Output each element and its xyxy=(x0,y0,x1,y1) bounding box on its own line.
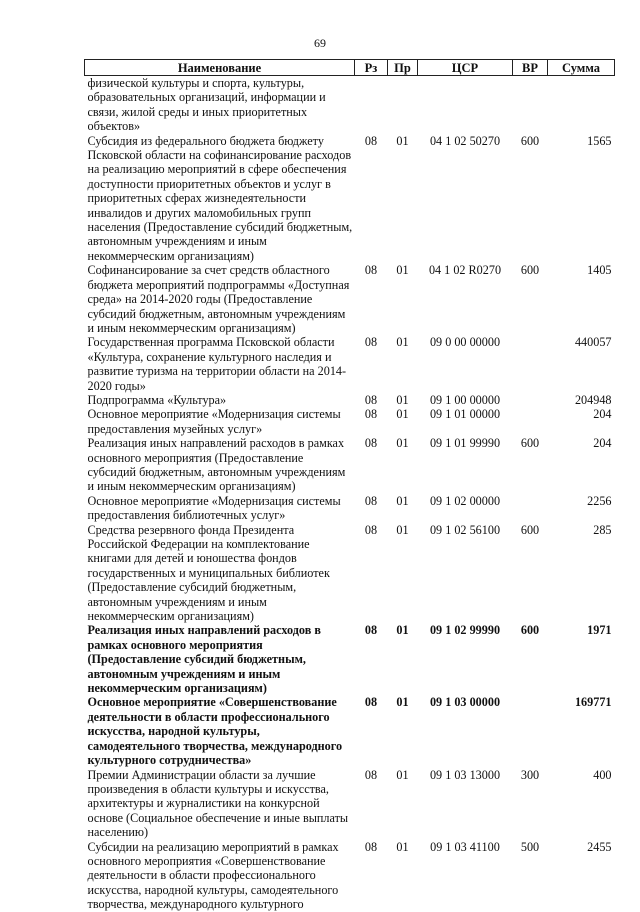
cell-vr xyxy=(513,407,548,436)
cell-vr: 600 xyxy=(520,522,540,537)
cell-vr xyxy=(513,393,548,407)
cell-rz: 08 xyxy=(364,436,378,451)
table-row xyxy=(85,393,615,407)
cell-rz: 08 xyxy=(364,839,378,854)
cell-name: Основное мероприятие «Модернизация системы предоставления библиотечных услуг» xyxy=(87,493,341,523)
cell-vr: 300 xyxy=(520,767,540,782)
cell-vr: 600 xyxy=(520,263,540,278)
cell-sum: 285 xyxy=(593,522,612,537)
cell-pr xyxy=(388,76,418,134)
cell-rz: 08 xyxy=(364,522,378,537)
table-row xyxy=(85,407,615,436)
cell-pr: 01 xyxy=(396,839,409,854)
cell-sum: 1405 xyxy=(587,263,612,278)
table-row xyxy=(85,134,615,264)
cell-csr: 04 1 02 50270 xyxy=(429,133,501,148)
cell-rz: 08 xyxy=(364,335,378,350)
cell-rz: 08 xyxy=(364,623,378,638)
cell-vr xyxy=(513,494,548,523)
table-body xyxy=(85,76,615,912)
cell-sum: 204 xyxy=(593,407,612,422)
header-vr: ВР xyxy=(513,60,548,76)
table-row xyxy=(85,436,615,494)
cell-rz xyxy=(355,76,388,134)
cell-csr: 09 1 03 13000 xyxy=(429,767,501,782)
cell-name: физической культуры и спорта, культуры, образовательных организаций, информации и связи, жилой среды и иных приоритетных объектов» xyxy=(87,76,326,134)
header-name: Наименование xyxy=(85,60,355,76)
page-number: 69 xyxy=(314,36,326,50)
cell-csr: 04 1 02 R0270 xyxy=(428,263,502,278)
cell-csr: 09 1 01 99990 xyxy=(429,436,501,451)
table-row xyxy=(85,523,615,624)
cell-vr xyxy=(513,76,548,134)
cell-rz: 08 xyxy=(364,407,378,422)
cell-csr: 09 1 03 00000 xyxy=(429,695,501,710)
table-row xyxy=(85,263,615,335)
cell-name: Подпрограмма «Культура» xyxy=(87,392,227,407)
table-row xyxy=(85,840,615,912)
cell-name: Средства резервного фонда Президента Российской Федерации на комплектование книгами для детей и юношества фондов государственных и муниципальных библиотек (Предоставление субсидий бюджетным, автономным учреждениям и иным некоммерческим организациям) xyxy=(87,522,330,624)
table-header-row xyxy=(85,60,615,76)
cell-pr: 01 xyxy=(396,767,409,782)
cell-vr: 600 xyxy=(520,133,540,148)
cell-vr: 500 xyxy=(520,839,540,854)
cell-pr: 01 xyxy=(396,335,409,350)
cell-name: Основное мероприятие «Модернизация системы предоставления музейных услуг» xyxy=(87,407,341,436)
cell-sum: 440057 xyxy=(574,335,612,350)
cell-sum: 1971 xyxy=(587,623,612,638)
cell-rz: 08 xyxy=(364,263,378,278)
cell-name: Государственная программа Псковской области «Культура, сохранение культурного наследия и развитие туризма на территории области на 2014-2020 годы» xyxy=(87,335,347,393)
cell-rz: 08 xyxy=(364,133,378,148)
cell-name: Премии Администрации области за лучшие произведения в области культуры и искусства, архитектуры и журналистики на конкурсной основе (Социальное обеспечение и иные выплаты населению) xyxy=(87,767,349,840)
cell-vr xyxy=(513,335,548,393)
cell-vr: 600 xyxy=(520,623,540,638)
cell-sum: 2256 xyxy=(587,493,612,508)
table-row xyxy=(85,623,615,695)
cell-sum xyxy=(548,76,615,134)
cell-sum: 2455 xyxy=(587,839,612,854)
header-sum: Сумма xyxy=(548,60,615,76)
cell-pr: 01 xyxy=(396,407,409,422)
table-row xyxy=(85,695,615,767)
cell-name: Реализация иных направлений расходов в рамках основного мероприятия (Предоставление субсидий бюджетным, автономным учреждениям и иным некоммерческим организациям) xyxy=(87,623,321,696)
cell-sum: 204 xyxy=(593,436,612,451)
cell-csr: 09 1 01 00000 xyxy=(429,407,501,422)
cell-sum: 400 xyxy=(593,767,612,782)
cell-csr: 09 1 02 99990 xyxy=(429,623,501,638)
header-rz: Рз xyxy=(355,60,388,76)
table-row xyxy=(85,494,615,523)
cell-name: Субсидии на реализацию мероприятий в рамках основного мероприятия «Совершенствование деятельности в области профессионального искусства, народной культуры, самодеятельного творчества, международного культурного xyxy=(87,839,339,912)
cell-csr xyxy=(418,76,513,134)
cell-name: Субсидия из федерального бюджета бюджету Псковской области на софинансирование расходов на реализацию мероприятий в сфере обеспечения доступности приоритетных объектов и услуг в приоритетных сферах жизнедеятельности инвалидов и других маломобильных групп населения (Предоставление субсидий бюджетным, автономным учреждениям и иным некоммерческим организациям) xyxy=(87,133,353,263)
cell-name: Реализация иных направлений расходов в рамках основного мероприятия (Предоставление субсидий бюджетным, автономным учреждениям и иным некоммерческим организациям) xyxy=(87,436,346,494)
cell-pr: 01 xyxy=(396,263,409,278)
table-row xyxy=(85,76,615,134)
table-row xyxy=(85,335,615,393)
cell-pr: 01 xyxy=(396,493,409,508)
cell-rz: 08 xyxy=(364,767,378,782)
cell-pr: 01 xyxy=(396,133,409,148)
cell-rz: 08 xyxy=(364,392,378,407)
cell-sum: 1565 xyxy=(587,133,612,148)
table-row xyxy=(85,768,615,840)
header-csr: ЦСР xyxy=(418,60,513,76)
cell-rz: 08 xyxy=(364,493,378,508)
cell-vr: 600 xyxy=(520,436,540,451)
cell-csr: 09 0 00 00000 xyxy=(429,335,501,350)
cell-name: Софинансирование за счет средств областного бюджета мероприятий подпрограммы «Доступная среда» на 2014-2020 годы (Предоставление субсидий бюджетным, автономным учреждениям и иным некоммерческим организациям) xyxy=(87,263,350,335)
cell-csr: 09 1 03 41100 xyxy=(430,839,500,854)
cell-csr: 09 1 02 56100 xyxy=(429,522,501,537)
header-pr: Пр xyxy=(388,60,418,76)
cell-vr xyxy=(513,695,548,767)
cell-sum: 169771 xyxy=(574,695,612,710)
cell-sum: 204948 xyxy=(574,392,612,407)
budget-table xyxy=(84,59,615,912)
cell-pr: 01 xyxy=(396,392,409,407)
cell-pr: 01 xyxy=(396,436,409,451)
cell-pr: 01 xyxy=(396,522,409,537)
cell-csr: 09 1 02 00000 xyxy=(429,493,501,508)
cell-name: Основное мероприятие «Совершенствование деятельности в области профессионального искусства, народной культуры, самодеятельного творчества, международного культурного сотрудничества» xyxy=(87,695,343,768)
cell-csr: 09 1 00 00000 xyxy=(429,392,501,407)
cell-pr: 01 xyxy=(396,695,409,710)
cell-pr: 01 xyxy=(396,623,409,638)
cell-rz: 08 xyxy=(364,695,378,710)
